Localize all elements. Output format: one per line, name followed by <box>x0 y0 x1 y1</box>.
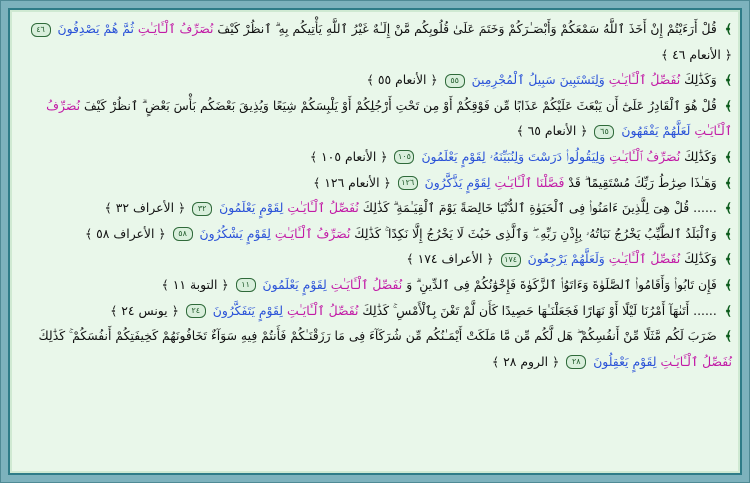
verse-reference: ﴿ الأعراف ١٧٤ ﴾ <box>406 251 494 267</box>
verse-reference: ﴿ الأنعام ١٢٦ ﴾ <box>313 174 391 190</box>
verse-item <box>18 144 732 170</box>
ayah-marker-icon: ٢٨ <box>566 355 586 369</box>
verse-highlight: نُصَرِّفُ ٱلْـَٔايَـٰتِ <box>137 21 214 36</box>
bullet-icon: ﴾ <box>724 276 732 292</box>
verse-text: وَكَذَٰلِكَ <box>684 251 717 267</box>
verse-highlight: فَصَّلْنَا ٱلْـَٔايَـٰتِ <box>494 174 565 190</box>
verse-text: ...... قُلْ هِىَ لِلَّذِينَ ءَامَنُوا۟ فِى ٱلْحَيَوٰةِ ٱلدُّنْيَا خَالِصَةً يَوْمَ ٱلْقِيَـٰمَةِ ۗ كَذَٰلِكَ <box>362 200 717 216</box>
verse-ending: لِقَوْمٍ يَتَفَكَّرُونَ <box>212 302 284 318</box>
bullet-icon: ﴾ <box>724 328 732 344</box>
ayah-marker-icon: ٦٥ <box>594 125 614 139</box>
verse-ending: وَلِتَسْتَبِينَ سَبِيلُ ٱلْمُجْرِمِينَ <box>471 72 605 88</box>
bullet-icon: ﴾ <box>724 174 732 190</box>
verse-highlight: نُصَرِّفُ ٱلْـَٔايَـٰتِ <box>274 225 351 241</box>
ayah-marker-icon: ١٠٥ <box>394 150 414 164</box>
bullet-icon: ﴾ <box>724 251 732 267</box>
verse-highlight: نُفَصِّلُ ٱلْـَٔايَـٰتِ <box>608 72 681 88</box>
bullet-icon: ﴾ <box>724 97 732 113</box>
ayah-marker-icon: ٢٤ <box>186 304 206 318</box>
verse-item <box>18 323 732 374</box>
ayah-marker-icon: ٥٥ <box>445 74 465 88</box>
verse-reference: ﴿ الروم ٢٨ ﴾ <box>491 353 560 369</box>
verse-highlight: نُصَرِّفُ ٱلْـَٔايَـٰتِ <box>609 148 681 164</box>
verse-highlight: نُفَصِّلُ ٱلْـَٔايَـٰتِ <box>330 276 403 292</box>
ayah-marker-icon: ٣٢ <box>192 202 212 216</box>
verse-text: ...... أَتَىٰهَآ أَمْرُنَا لَيْلًا أَوْ نَهَارًا فَجَعَلْنَـٰهَا حَصِيدًا كَأَن لَّمْ تَغْنَ بِٱلْأَمْسِ ۚ كَذَٰلِكَ <box>362 302 717 318</box>
verse-text: ضَرَبَ لَكُم مَّثَلًا مِّنْ أَنفُسِكُمْ ۖ هَل لَّكُم مِّن مَّا مَلَكَتْ أَيْمَـٰنُكُم مِّن شُرَكَآءَ فِى مَا رَزَقْنَـٰكُمْ فَأَنتُمْ فِيهِ سَوَآءٌ تَخَافُونَهُمْ كَخِيفَتِكُمْ أَنفُسَكُمْ ۚ كَذَٰلِكَ <box>38 328 717 344</box>
verse-item <box>18 67 732 93</box>
ayah-marker-icon: ١١ <box>236 278 256 292</box>
verse-reference: ﴿ الأعراف ٣٢ ﴾ <box>104 200 186 216</box>
verse-reference: ﴿ الأنعام ٥٥ ﴾ <box>366 72 438 88</box>
verse-reference: ﴿ الأعراف ٥٨ ﴾ <box>84 225 166 241</box>
verse-highlight: نُصَرِّفُ ٱلْـَٔايَـٰتِ <box>46 97 732 139</box>
bullet-icon: ﴾ <box>724 21 732 36</box>
verse-reference: ﴿ الأنعام ٤٦ ﴾ <box>660 46 732 62</box>
verse-reference: ﴿ الأنعام ١٠٥ ﴾ <box>309 148 388 164</box>
verse-text: قُلْ هُوَ ٱلْقَادِرُ عَلَىٰٓ أَن يَبْعَثَ عَلَيْكُمْ عَذَابًا مِّن فَوْقِكُمْ أَوْ مِن تَحْتِ أَرْجُلِكُمْ أَوْ يَلْبِسَكُمْ شِيَعًا وَيُذِيقَ بَعْضَكُم بَأْسَ بَعْضٍ ۗ ٱنظُرْ كَيْفَ <box>83 97 717 113</box>
verse-item <box>18 195 732 221</box>
verse-highlight: نُفَصِّلُ ٱلْـَٔايَـٰتِ <box>608 251 681 267</box>
verse-ending: لِقَوْمٍ يَعْلَمُونَ <box>219 200 284 216</box>
verse-ending: لَعَلَّهُمْ يَفْقَهُونَ <box>621 123 691 139</box>
verse-text: فَإِن تَابُوا۟ وَأَقَامُوا۟ ٱلصَّلَوٰةَ وَءَاتَوُا۟ ٱلزَّكَوٰةَ فَإِخْوَٰنُكُمْ فِى ٱلدِّينِ ۗ وَ <box>406 276 717 292</box>
ayah-marker-icon: ٤٦ <box>31 23 51 37</box>
verse-text: قُلْ أَرَءَيْتُمْ إِنْ أَخَذَ ٱللَّهُ سَمْعَكُمْ وَأَبْصَـٰرَكُمْ وَخَتَمَ عَلَىٰ قُلُوبِكُم مَّنْ إِلَـٰهٌ غَيْرُ ٱللَّهِ يَأْتِيكُم بِهِ ۗ ٱنظُرْ كَيْفَ <box>217 21 717 36</box>
ayah-marker-icon: ٥٨ <box>173 227 193 241</box>
bullet-icon: ﴾ <box>724 302 732 318</box>
verse-text: وَٱلْبَلَدُ ٱلطَّيِّبُ يَخْرُجُ نَبَاتُهُۥ بِإِذْنِ رَبِّهِۦ ۖ وَٱلَّذِى خَبُثَ لَا يَخْرُجُ إِلَّا نَكِدًا ۚ كَذَٰلِكَ <box>354 225 717 241</box>
verse-item <box>18 272 732 298</box>
bullet-icon: ﴾ <box>724 225 732 241</box>
verse-text: وَهَـٰذَا صِرَٰطُ رَبِّكَ مُسْتَقِيمًا ۗ قَدْ <box>568 174 717 190</box>
verse-text: وَكَذَٰلِكَ <box>684 72 717 88</box>
ayah-marker-icon: ١٢٦ <box>398 176 418 190</box>
verse-ending: ثُمَّ هُمْ يَصْدِفُونَ <box>57 21 134 36</box>
bullet-icon: ﴾ <box>724 200 732 216</box>
bullet-icon: ﴾ <box>724 148 732 164</box>
verse-item <box>18 16 732 67</box>
ayah-marker-icon: ١٧٤ <box>501 253 521 267</box>
verse-ending: وَلَعَلَّهُمْ يَرْجِعُونَ <box>527 251 605 267</box>
verse-ending: لِقَوْمٍ يَذَّكَّرُونَ <box>424 174 491 190</box>
verse-item <box>18 298 732 324</box>
verse-item <box>18 170 732 196</box>
verse-ending: وَلِيَقُولُوا۟ دَرَسْتَ وَلِنُبَيِّنَهُۥ لِقَوْمٍ يَعْلَمُونَ <box>421 148 606 164</box>
bullet-icon: ﴾ <box>724 72 732 88</box>
verse-item <box>18 246 732 272</box>
verse-ending: لِقَوْمٍ يَشْكُرُونَ <box>199 225 271 241</box>
verse-highlight: نُفَصِّلُ ٱلْـَٔايَـٰتِ <box>286 302 359 318</box>
verse-reference: ﴿ الأنعام ٦٥ ﴾ <box>516 123 588 139</box>
verse-ending: لِقَوْمٍ يَعْقِلُونَ <box>593 353 657 369</box>
verse-ending: لِقَوْمٍ يَعْلَمُونَ <box>262 276 327 292</box>
verse-highlight: نُفَصِّلُ ٱلْـَٔايَـٰتِ <box>660 353 732 369</box>
verse-text: وَكَذَٰلِكَ <box>684 148 717 164</box>
verse-reference: ﴿ يونس ٢٤ ﴾ <box>110 302 179 318</box>
verse-item <box>18 221 732 247</box>
verse-item <box>18 93 732 144</box>
verse-reference: ﴿ التوبة ١١ ﴾ <box>161 276 229 292</box>
verse-highlight: نُفَصِّلُ ٱلْـَٔايَـٰتِ <box>287 200 359 216</box>
verses-panel <box>8 8 742 475</box>
